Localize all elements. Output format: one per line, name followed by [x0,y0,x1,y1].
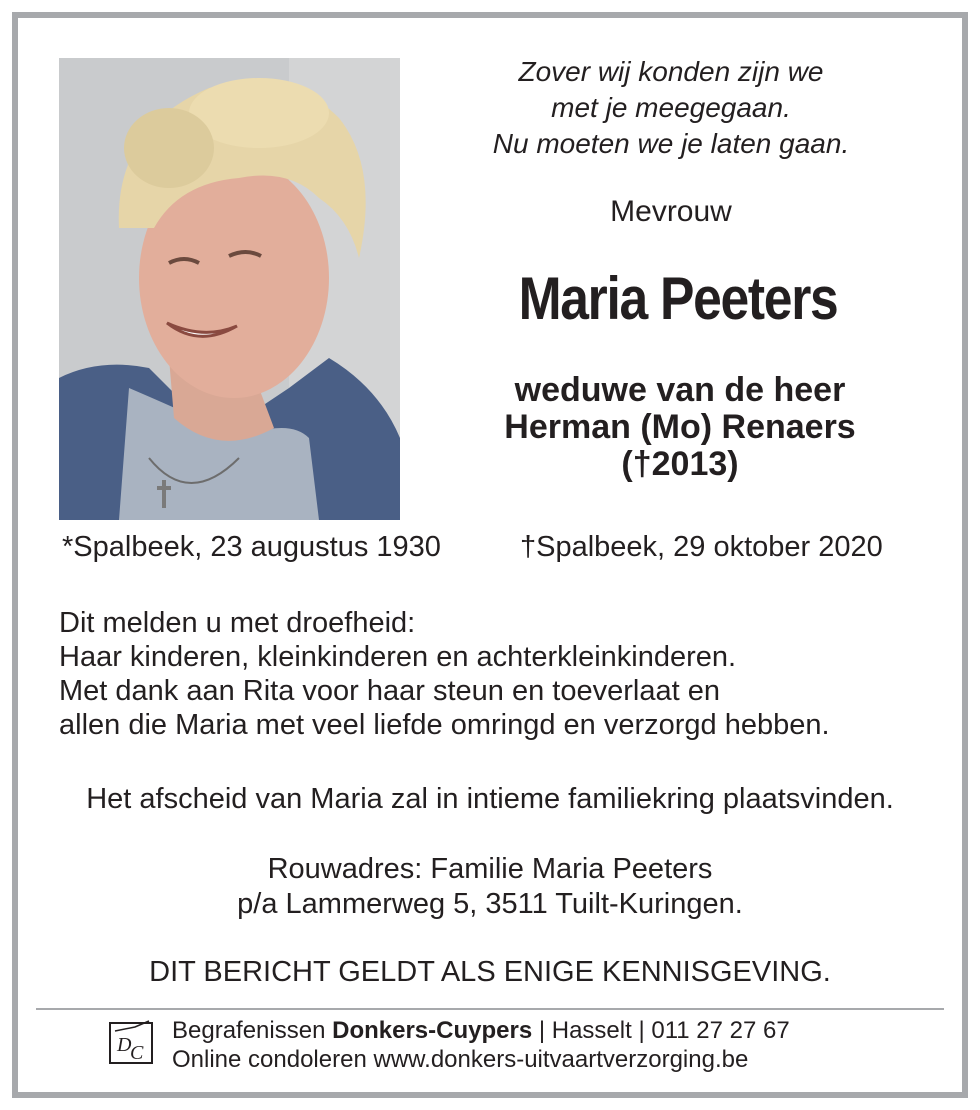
footer-prefix: Begrafenissen [172,1017,326,1044]
divider [36,1008,944,1010]
birth-info: *Spalbeek, 23 augustus 1930 [62,531,441,563]
deceased-name: Maria Peeters [518,265,838,332]
announcement-line: Haar kinderen, kleinkinderen en achterkleinkinderen. [59,641,737,673]
mourning-address [0,852,980,922]
portrait-photo [59,58,400,520]
death-info: †Spalbeek, 29 oktober 2020 [520,531,883,563]
funeral-home-logo [109,1019,155,1065]
company-name: Donkers-Cuypers [332,1017,533,1044]
separator: | [638,1017,645,1044]
footer-line-2 [172,1045,790,1074]
widow-line: Herman (Mo) Renaers [504,408,856,446]
notice-text: DIT BERICHT GELDT ALS ENIGE KENNISGEVING. [149,956,831,988]
honorific: Mevrouw [610,195,732,228]
widow-line: weduwe van de heer [514,371,846,409]
verse [430,54,912,162]
company-phone[interactable]: 011 27 27 67 [651,1017,790,1044]
announcement [59,606,830,742]
footer-line-1 [172,1016,790,1045]
footer [172,1016,790,1074]
svg-text:D: D [117,1034,132,1056]
announcement-line: Met dank aan Rita voor haar steun en toeverlaat en [59,675,720,707]
farewell-text: Het afscheid van Maria zal in intieme familiekring plaatsvinden. [86,783,894,815]
separator: | [538,1017,546,1044]
widow-line: (†2013) [621,445,739,483]
company-city: Hasselt [551,1017,632,1044]
verse-line: Zover wij konden zijn we [518,56,824,87]
website-link[interactable]: www.donkers-uitvaartverzorging.be [373,1046,749,1073]
announcement-line: Dit melden u met droefheid: [59,607,416,639]
widow-of [430,372,930,483]
announcement-line: allen die Maria met veel liefde omringd en verzorgd hebben. [59,709,830,741]
verse-line: met je meegegaan. [551,92,791,123]
address-line: Rouwadres: Familie Maria Peeters [267,853,713,885]
condolence-label: Online condoleren [172,1046,367,1073]
address-line: p/a Lammerweg 5, 3511 Tuilt-Kuringen. [237,888,743,920]
svg-text:C: C [130,1042,144,1064]
verse-line: Nu moeten we je laten gaan. [492,128,850,159]
